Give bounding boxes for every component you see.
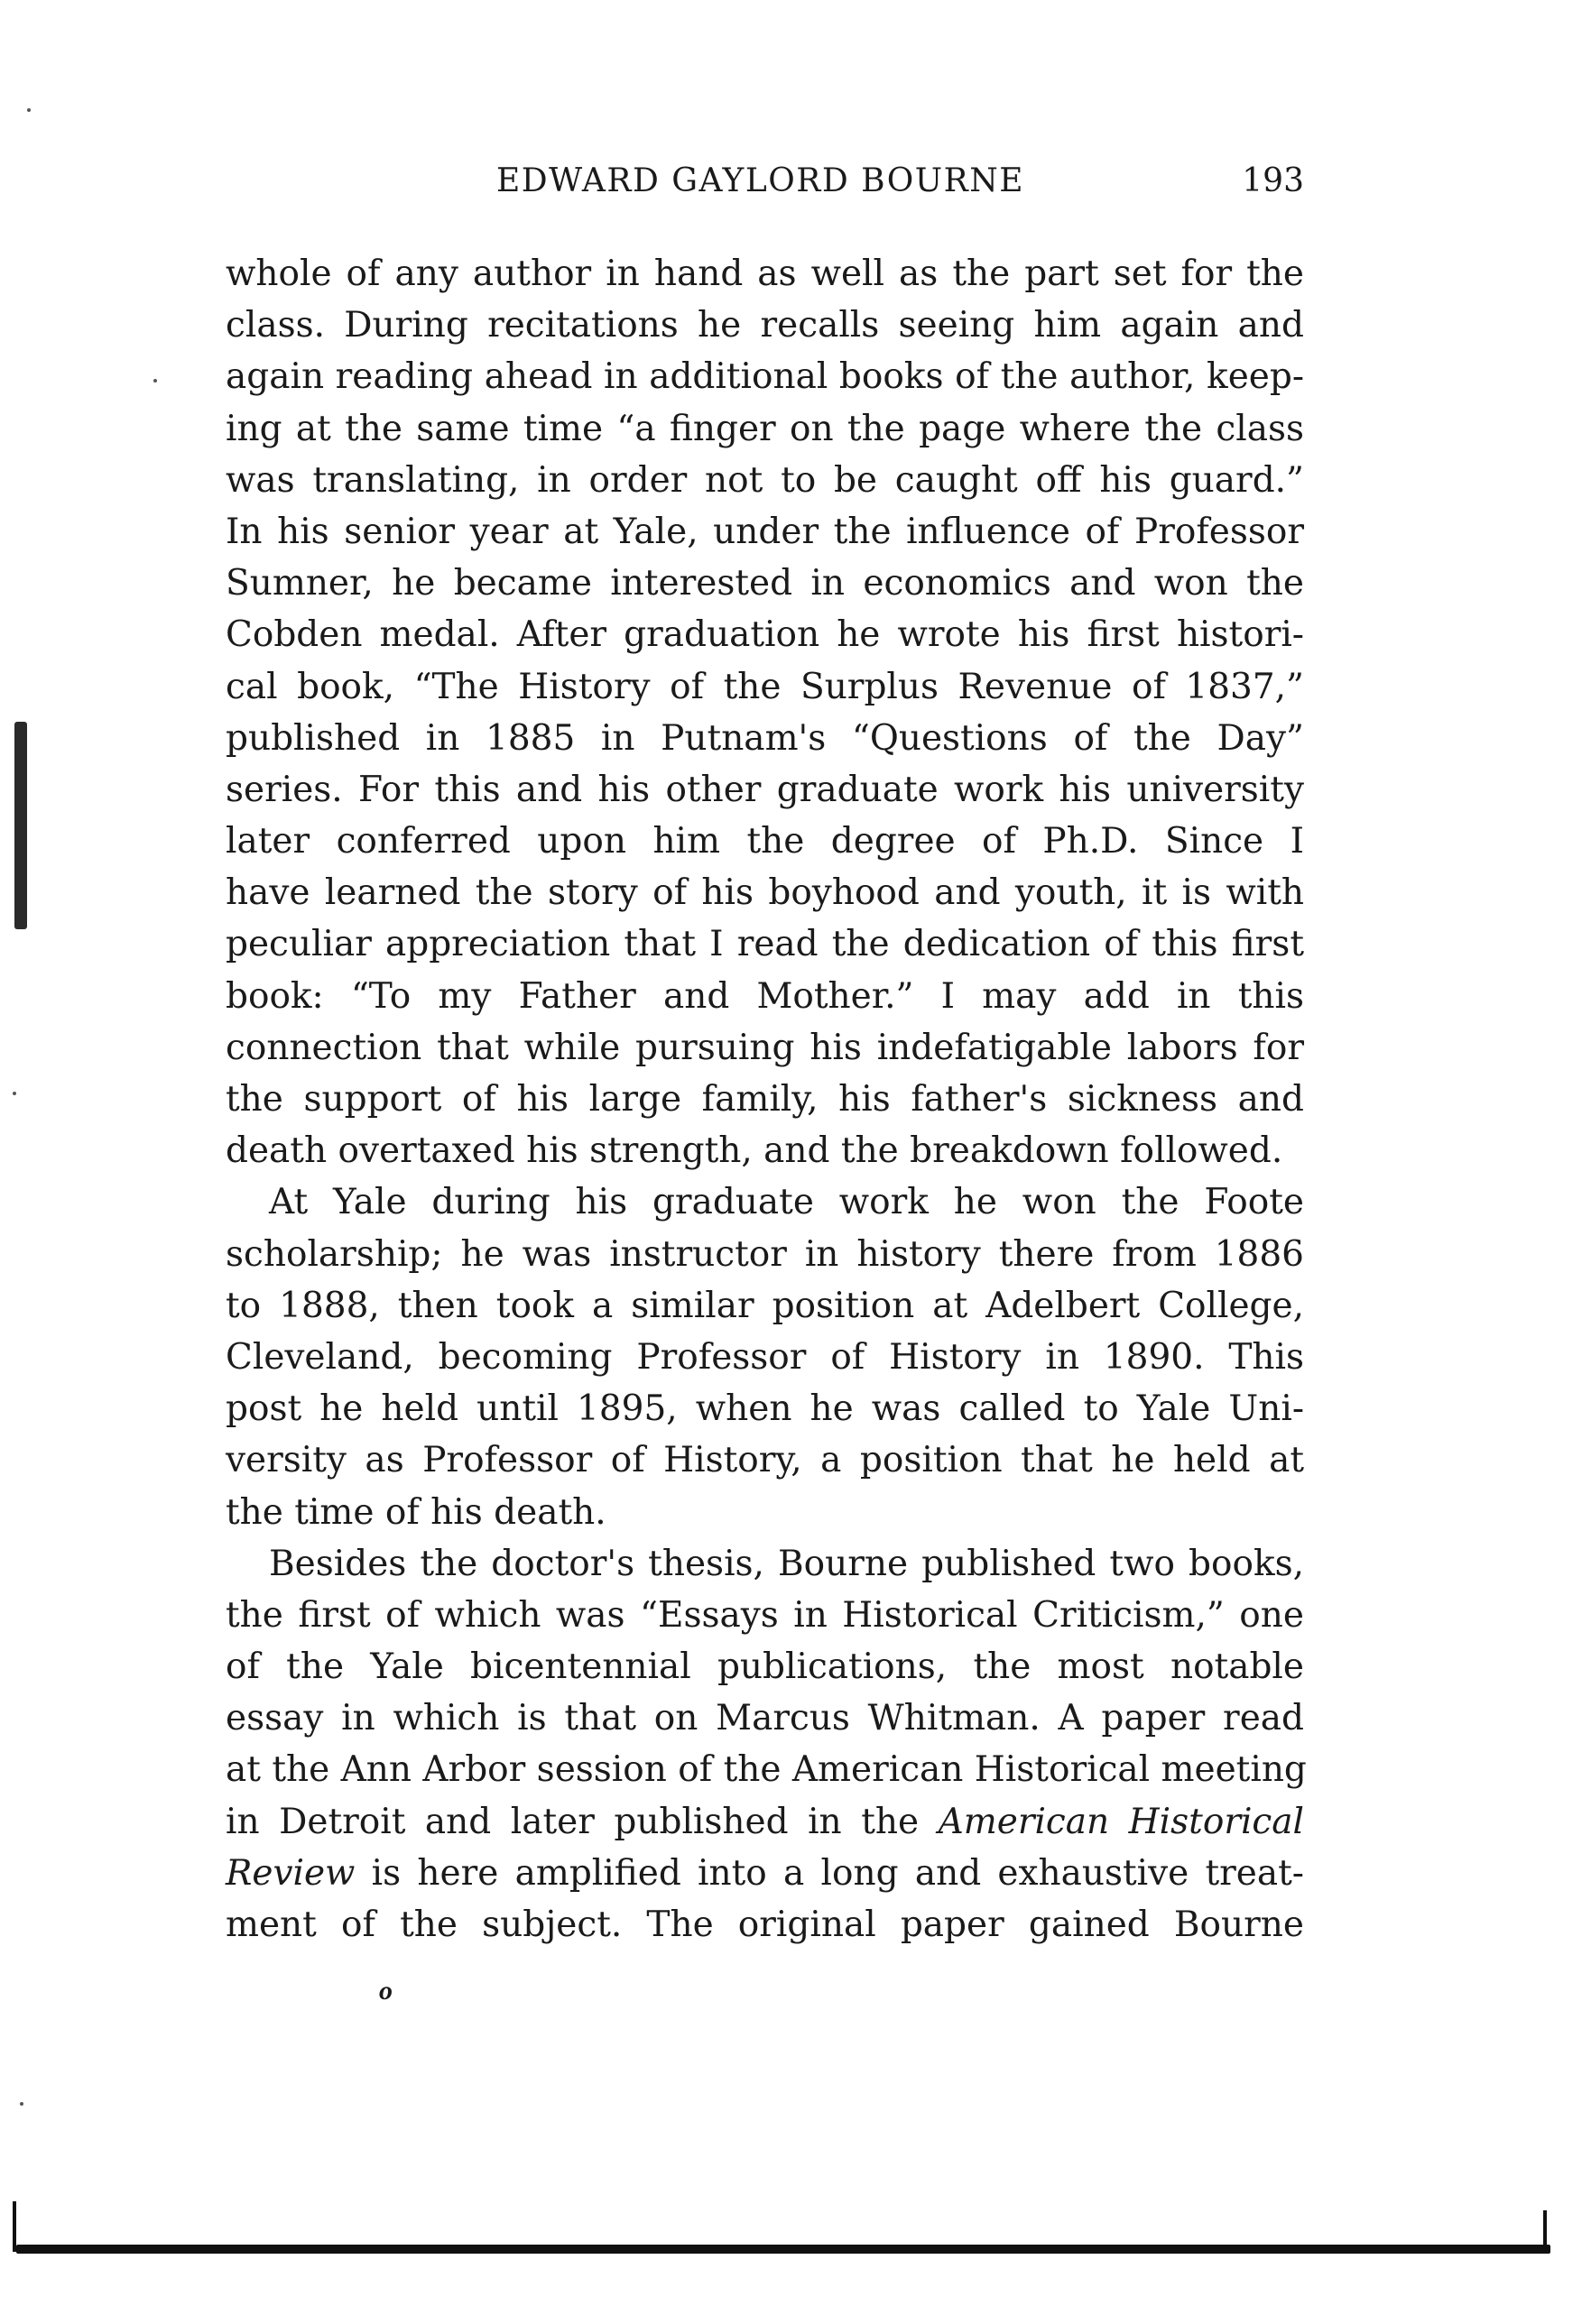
text-line: connection that while pursuing his indefatigable labors for — [226, 1027, 1304, 1068]
scan-edge-right — [1543, 2210, 1547, 2252]
text-line: to 1888, then took a similar position at Adelbert College, — [226, 1285, 1304, 1326]
text-line: the time of his death. — [226, 1491, 606, 1533]
binding-shadow-mark — [14, 722, 27, 929]
scan-speck — [153, 379, 157, 383]
text-line: post he held until 1895, when he was called to Yale Uni- — [226, 1388, 1304, 1430]
text-line: later conferred upon him the degree of Ph.D. Since I — [226, 821, 1304, 862]
text-line: series. For this and his other graduate work his university — [226, 769, 1304, 810]
body-text — [226, 248, 1307, 1950]
text-line: death overtaxed his strength, and the breakdown followed. — [226, 1130, 1283, 1172]
journal-title-run: American Historical — [938, 1801, 1304, 1842]
text-line-with-italic — [226, 1848, 1304, 1899]
text-line: again reading ahead in additional books of the author, keep- — [226, 356, 1304, 398]
text-run: is here amplified into a long and exhaustive treat- — [355, 1852, 1304, 1894]
text-line: of the Yale bicentennial publications, the most notable — [226, 1646, 1304, 1688]
text-line: Besides the doctor's thesis, Bourne published two books, — [269, 1543, 1304, 1584]
signature-mark: o — [379, 1976, 393, 2006]
text-line: ing at the same time “a finger on the page where the class — [226, 408, 1304, 449]
scan-edge-left — [13, 2201, 16, 2252]
text-line: In his senior year at Yale, under the influence of Professor — [226, 511, 1304, 552]
text-line: peculiar appreciation that I read the dedication of this first — [226, 924, 1304, 965]
text-line: Sumner, he became interested in economics and won the — [226, 563, 1304, 604]
scan-speck — [13, 1092, 16, 1095]
text-line: ment of the subject. The original paper gained Bourne — [226, 1904, 1304, 1945]
text-line: At Yale during his graduate work he won the Foote — [269, 1182, 1304, 1223]
page-number: 193 — [1242, 162, 1304, 199]
text-line: the first of which was “Essays in Historical Criticism,” one — [226, 1594, 1304, 1636]
text-line: whole of any author in hand as well as the part set for the — [226, 254, 1304, 294]
scan-bottom-edge — [16, 2245, 1550, 2254]
text-line: essay in which is that on Marcus Whitman. A paper read — [226, 1698, 1304, 1739]
text-line: the support of his large family, his father's sickness and — [226, 1079, 1304, 1120]
text-line: was translating, in order not to be caught off his guard.” — [226, 459, 1304, 501]
text-line: Cobden medal. After graduation he wrote his first histori- — [226, 614, 1304, 656]
running-head: EDWARD GAYLORD BOURNE — [496, 162, 1025, 199]
text-line-with-italic — [226, 1796, 1304, 1848]
scan-speck — [20, 2102, 23, 2106]
text-line: Cleveland, becoming Professor of History in 1890. This — [226, 1336, 1304, 1378]
text-line: versity as Professor of History, a position that he held at — [226, 1440, 1304, 1481]
scan-speck — [27, 108, 31, 112]
text-line: class. During recitations he recalls seeing him again and — [226, 305, 1304, 346]
text-run: in Detroit and later published in the — [226, 1801, 939, 1842]
text-line: have learned the story of his boyhood and youth, it is with — [226, 872, 1304, 914]
text-line: at the Ann Arbor session of the American Historical meeting — [226, 1749, 1307, 1791]
journal-title-run: Review — [226, 1852, 356, 1894]
text-line: published in 1885 in Putnam's “Questions of the Day” — [226, 717, 1304, 759]
text-line: book: “To my Father and Mother.” I may add in this — [226, 975, 1304, 1017]
text-line: scholarship; he was instructor in history there from 1886 — [226, 1233, 1304, 1275]
text-line: cal book, “The History of the Surplus Revenue of 1837,” — [226, 666, 1304, 707]
page-header — [226, 162, 1304, 217]
